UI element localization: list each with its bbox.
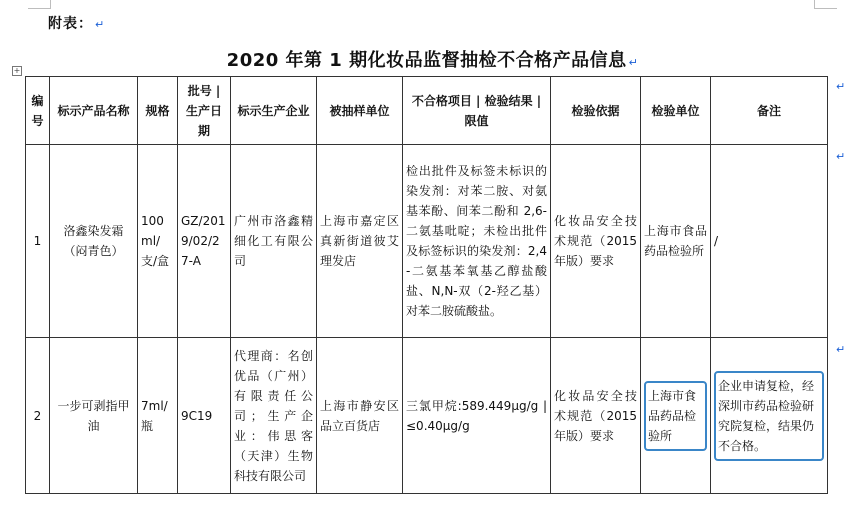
- annex-label: 附表： ↵: [48, 16, 106, 32]
- header-cell: 规格: [138, 77, 178, 145]
- row-end-mark-icon: ↵: [836, 150, 846, 163]
- header-cell: 批号 | 生产日期: [178, 77, 231, 145]
- cell-product: 一步可剥指甲油: [50, 338, 138, 494]
- cell-spec: 100ml/支/盒: [138, 145, 178, 338]
- header-cell: 标示生产企业: [231, 77, 317, 145]
- cell-basis: 化妆品安全技术规范（2015 年版）要求: [551, 338, 641, 494]
- header-cell: 备注: [711, 77, 828, 145]
- cell-basis: 化妆品安全技术规范（2015 年版）要求: [551, 145, 641, 338]
- cell-remark-highlight: 企业申请复检，经深圳市药品检验研究院复检，结果仍不合格。: [714, 371, 824, 461]
- header-cell: 标示产品名称: [50, 77, 138, 145]
- cell-number: 2: [26, 338, 50, 494]
- cell-remark: /: [711, 145, 828, 338]
- cell-spec: 7ml/瓶: [138, 338, 178, 494]
- cell-lab-wrapper: [641, 338, 711, 494]
- header-cell: 被抽样单位: [317, 77, 403, 145]
- cell-number: 1: [26, 145, 50, 338]
- cell-manufacturer: 代理商：名创优品（广州）有限责任公司；生产企业：伟思客（天津）生物科技有限公司: [231, 338, 317, 494]
- cell-batch: 9C19: [178, 338, 231, 494]
- cell-manufacturer: 广州市洛鑫精细化工有限公司: [231, 145, 317, 338]
- cell-sampled-unit: 上海市嘉定区真新街道彼艾理发店: [317, 145, 403, 338]
- cell-failed-item: 三氯甲烷:589.449μg/g | ≤0.40μg/g: [403, 338, 551, 494]
- cell-product: 洛鑫染发霜（闷青色）: [50, 145, 138, 338]
- page-corner-left: [28, 0, 51, 9]
- paragraph-mark-icon: ↵: [95, 18, 106, 31]
- document-title: 2020 年第 1 期化妆品监督抽检不合格产品信息 ↵: [226, 50, 639, 71]
- header-cell: 不合格项目 | 检验结果 | 限值: [403, 77, 551, 145]
- table-row: [26, 145, 828, 338]
- unqualified-products-table: [25, 76, 828, 494]
- cell-batch: GZ/2019/02/27-A: [178, 145, 231, 338]
- header-cell: 检验单位: [641, 77, 711, 145]
- table-header-row: [26, 77, 828, 145]
- row-end-mark-icon: ↵: [836, 80, 846, 93]
- cell-lab-highlight: 上海市食品药品检验所: [644, 381, 707, 451]
- table-move-handle-icon[interactable]: +: [13, 66, 21, 75]
- paragraph-mark-icon: ↵: [628, 56, 639, 69]
- header-cell: 检验依据: [551, 77, 641, 145]
- row-end-mark-icon: ↵: [836, 343, 846, 356]
- cell-sampled-unit: 上海市静安区品立百货店: [317, 338, 403, 494]
- cell-remark-wrapper: [711, 338, 828, 494]
- cell-failed-item: 检出批件及标签未标识的染发剂：对苯二胺、对氨基苯酚、间苯二酚和 2,6-二氨基吡啶；未检出批件及标签标识的染发剂：2,4-二氨基苯氧基乙醇盐酸盐、N,N-双（2-羟乙基）对苯二胺硫酸盐。: [403, 145, 551, 338]
- header-cell: 编号: [26, 77, 50, 145]
- cell-lab: 上海市食品药品检验所: [641, 145, 711, 338]
- page-corner-right: [814, 0, 837, 9]
- table-row: [26, 338, 828, 494]
